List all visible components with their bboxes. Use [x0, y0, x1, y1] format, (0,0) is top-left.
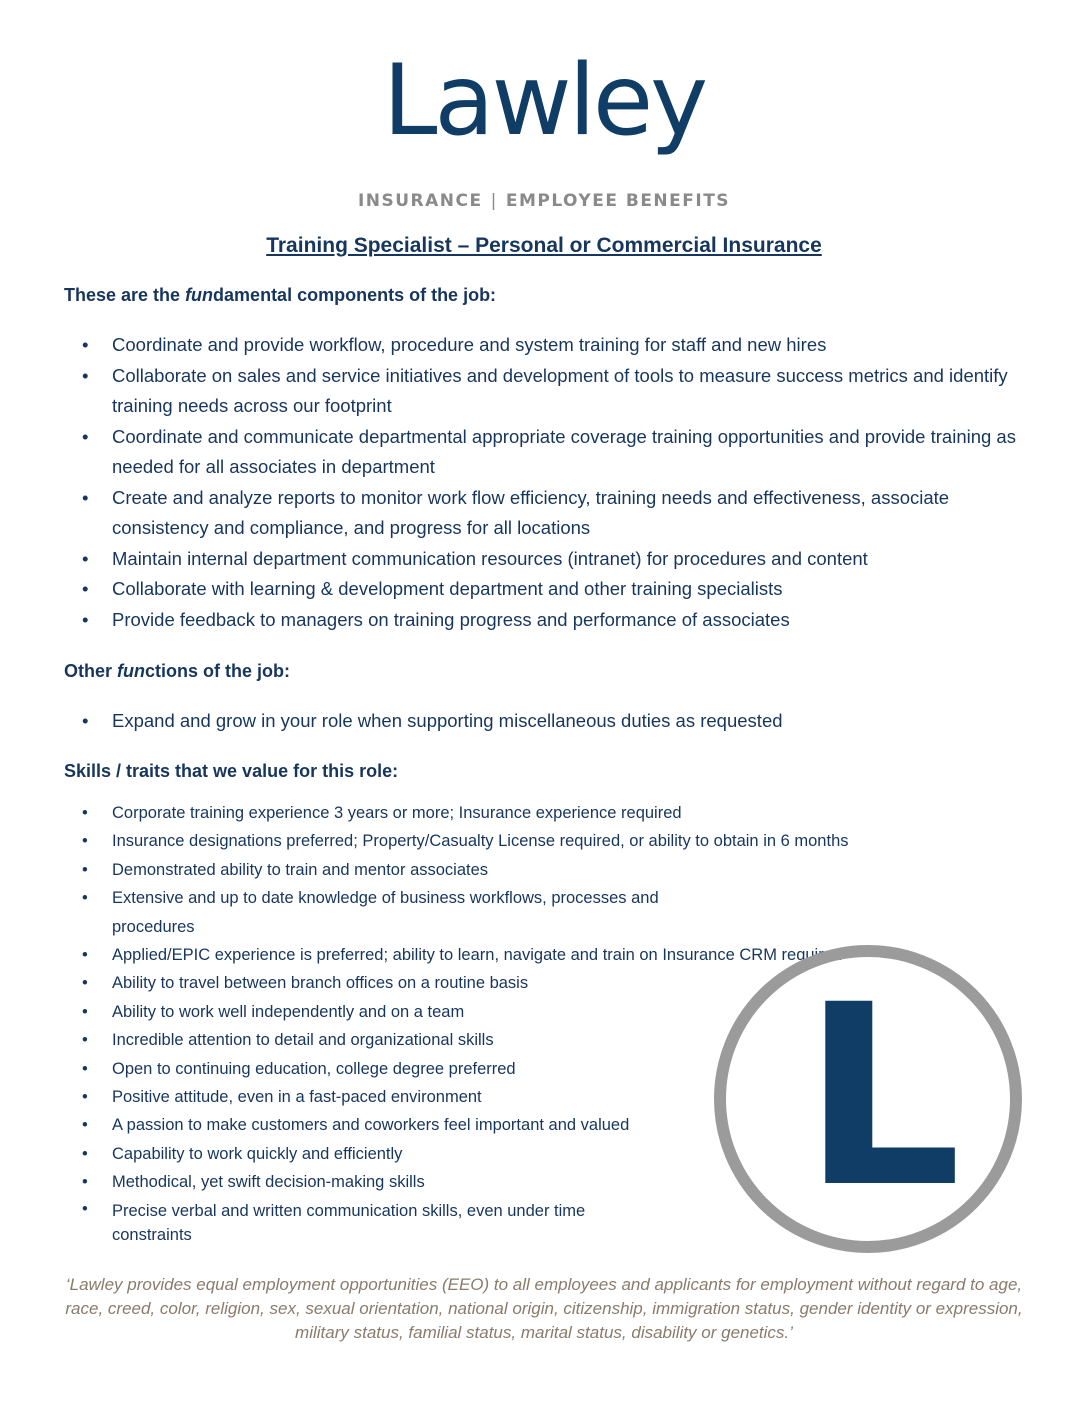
other-functions-heading: [64, 661, 290, 682]
fundamental-heading-emphasis: fun: [185, 285, 214, 305]
fundamental-list: [64, 330, 1024, 635]
company-logo-tagline: [0, 191, 1088, 211]
list-item: • Open to continuing education, college degree preferred: [64, 1055, 684, 1083]
eeo-statement: ‘Lawley provides equal employment opportunities (EEO) to all employees and applicants for employment without regard to age, race, creed, color, religion, sex, sexual orientation, national origin, citizenship, immigration status, gender identity or expression, military status, familial status, marital status, disability or genetics.’: [65, 1275, 1023, 1342]
list-item: • Capability to work quickly and efficiently: [64, 1140, 684, 1168]
fundamental-heading-post: damental components of the job:: [213, 285, 497, 305]
job-title: Training Specialist – Personal or Commercial Insurance: [266, 234, 822, 257]
list-item: • Coordinate and provide workflow, procedure and system training for staff and new hires: [64, 330, 1024, 361]
list-item: • Precise verbal and written communication skills, even under time constraints: [64, 1197, 632, 1247]
fundamental-heading: [64, 285, 496, 306]
list-item: • A passion to make customers and coworkers feel important and valued: [64, 1111, 684, 1139]
list-item: • Ability to work well independently and on a team: [64, 998, 684, 1026]
list-item: • Applied/EPIC experience is preferred; ability to learn, navigate and train on Insurance CRM required: [64, 941, 1012, 969]
list-item: • Positive attitude, even in a fast-paced environment: [64, 1083, 684, 1111]
list-item: • Create and analyze reports to monitor work flow efficiency, training needs and effectiveness, associate consistency and compliance, and progress for all locations: [64, 483, 1024, 544]
lawley-emblem-logo: [712, 943, 1024, 1255]
list-item: • Ability to travel between branch offices on a routine basis: [64, 969, 684, 997]
other-heading-emphasis: fun: [117, 661, 145, 681]
list-item: • Collaborate on sales and service initiatives and development of tools to measure success metrics and identify training needs across our footprint: [64, 361, 1024, 422]
skills-list: [64, 799, 849, 1247]
other-heading-pre: Other: [64, 661, 118, 681]
list-item: • Expand and grow in your role when supporting miscellaneous duties as requested: [64, 706, 1024, 737]
other-functions-list: [64, 706, 1024, 737]
list-item: • Coordinate and communicate departmental appropriate coverage training opportunities and provide training as needed for all associates in department: [64, 422, 1024, 483]
list-item: • Maintain internal department communication resources (intranet) for procedures and content: [64, 544, 1024, 575]
list-item: • Provide feedback to managers on training progress and performance of associates: [64, 605, 1024, 636]
list-item: • Insurance designations preferred; Property/Casualty License required, or ability to obtain in 6 months: [64, 827, 1012, 855]
other-heading-post: ctions of the job:: [145, 661, 290, 681]
list-item: • Methodical, yet swift decision-making skills: [64, 1168, 684, 1196]
tagline-insurance: INSURANCE: [357, 191, 483, 211]
skills-heading: Skills / traits that we value for this role:: [64, 761, 399, 781]
company-logo-wordmark: Lawley: [382, 44, 706, 158]
list-item: • Corporate training experience 3 years or more; Insurance experience required: [64, 799, 684, 827]
list-item: • Demonstrated ability to train and mentor associates: [64, 856, 684, 884]
tagline-separator: |: [490, 191, 498, 211]
list-item: • Incredible attention to detail and organizational skills: [64, 1026, 684, 1054]
list-item: • Collaborate with learning & development department and other training specialists: [64, 574, 1024, 605]
tagline-employee-benefits: EMPLOYEE BENEFITS: [505, 191, 731, 211]
emblem-letter: L: [802, 951, 962, 1242]
list-item: • Extensive and up to date knowledge of business workflows, processes and procedures: [64, 884, 684, 941]
fundamental-heading-pre: These are the: [64, 285, 186, 305]
